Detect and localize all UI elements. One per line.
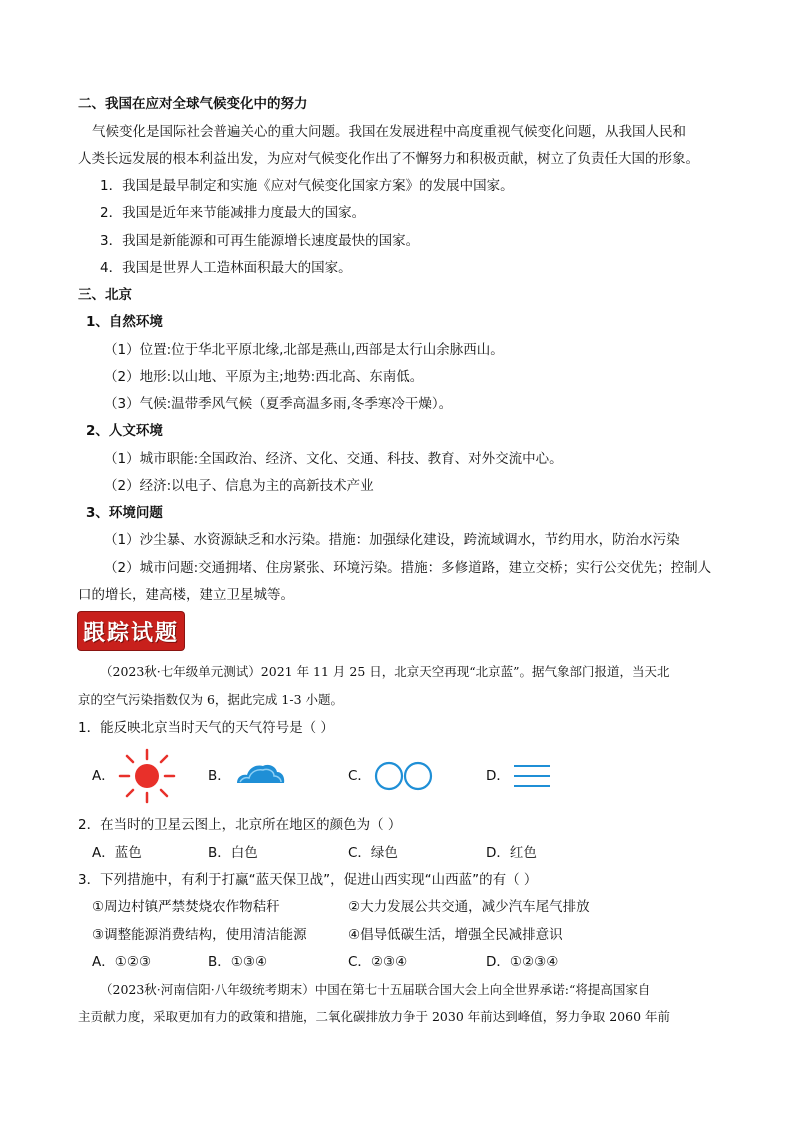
- statement-2: ②大力发展公共交通，减少汽车尾气排放: [348, 899, 590, 915]
- double-circle-icon: [373, 760, 435, 792]
- option-d-label: D．: [486, 768, 510, 784]
- question-2-stem: 2．在当时的卫星云图上，北京所在地区的颜色为（ ）: [78, 817, 402, 833]
- question-intro: 主贡献力度，采取更加有力的政策和措施，二氧化碳排放力争于 2030 年前达到峰值，努力争取 2060 年前: [78, 1009, 671, 1024]
- sun-icon: [118, 748, 176, 804]
- list-item: （2）地形:以山地、平原为主;地势:西北高、东南低。: [104, 369, 424, 385]
- list-item: （2）经济:以电子、信息为主的高新技术产业: [104, 478, 374, 494]
- list-item: （1）城市职能:全国政治、经济、文化、交通、科技、教育、对外交流中心。: [104, 451, 563, 467]
- list-item-continued: 口的增长，建高楼，建立卫星城等。: [78, 587, 294, 603]
- cloud-icon: [234, 760, 286, 786]
- banner-text: 跟踪试题: [82, 619, 179, 646]
- statement-3: ③调整能源消费结构，使用清洁能源: [92, 927, 307, 943]
- question-3-stem: 3．下列措施中，有利于打赢“蓝天保卫战”，促进山西实现“山西蓝”的有（ ）: [78, 872, 538, 888]
- option-c[interactable]: C．②③④: [348, 954, 408, 970]
- practice-banner: [78, 612, 184, 650]
- section-heading-3: 三、北京: [78, 287, 132, 303]
- option-a[interactable]: A．蓝色: [92, 845, 142, 861]
- list-item: 1．我国是最早制定和实施《应对气候变化国家方案》的发展中国家。: [100, 178, 514, 194]
- option-d[interactable]: D．红色: [486, 845, 537, 861]
- subheading-human: 2、人文环境: [86, 423, 163, 439]
- list-item: 3．我国是新能源和可再生能源增长速度最快的国家。: [100, 233, 420, 249]
- section-heading-2: 二、我国在应对全球气候变化中的努力: [78, 96, 308, 112]
- option-b[interactable]: B．①③④: [208, 954, 268, 970]
- question-intro: 京的空气污染指数仅为 6，据此完成 1-3 小题。: [78, 692, 344, 707]
- list-item: （1）沙尘暴、水资源缺乏和水污染。措施：加强绿化建设，跨流域调水，节约用水，防治水污染: [104, 532, 680, 548]
- option-c[interactable]: C．绿色: [348, 845, 398, 861]
- question-1-stem: 1．能反映北京当时天气的天气符号是（ ）: [78, 720, 334, 736]
- statement-1: ①周边村镇严禁焚烧农作物秸秆: [92, 899, 280, 915]
- option-c-label: C．: [348, 768, 371, 784]
- statement-4: ④倡导低碳生活，增强全民减排意识: [348, 927, 563, 943]
- three-lines-icon: [512, 763, 552, 789]
- paragraph-line: 人类长远发展的根本利益出发，为应对气候变化作出了不懈努力和积极贡献，树立了负责任大国的形象。: [78, 151, 699, 167]
- list-item: 2．我国是近年来节能减排力度最大的国家。: [100, 205, 366, 221]
- option-b[interactable]: B．白色: [208, 845, 258, 861]
- question-intro: （2023秋·河南信阳·八年级统考期末）中国在第七十五届联合国大会上向全世界承诺:“将提高国家自: [100, 982, 651, 997]
- option-a[interactable]: A．①②③: [92, 954, 152, 970]
- list-item: （2）城市问题:交通拥堵、住房紧张、环境污染。措施：多修道路，建立交桥；实行公交优先；控制人: [104, 560, 712, 576]
- paragraph-line: 气候变化是国际社会普遍关心的重大问题。我国在发展进程中高度重视气候变化问题，从我国人民和: [92, 124, 686, 140]
- option-d[interactable]: D．①②③④: [486, 954, 559, 970]
- question-intro: （2023秋·七年级单元测试）2021 年 11 月 25 日，北京天空再现“北京蓝”。据气象部门报道，当天北: [100, 664, 670, 679]
- subheading-problems: 3、环境问题: [86, 505, 163, 521]
- list-item: （3）气候:温带季风气候（夏季高温多雨,冬季寒冷干燥）。: [104, 396, 453, 412]
- option-a-label: A．: [92, 768, 115, 784]
- option-b-label: B．: [208, 768, 231, 784]
- list-item: （1）位置:位于华北平原北缘,北部是燕山,西部是太行山余脉西山。: [104, 342, 504, 358]
- subheading-natural: 1、自然环境: [86, 314, 163, 330]
- list-item: 4．我国是世界人工造林面积最大的国家。: [100, 260, 352, 276]
